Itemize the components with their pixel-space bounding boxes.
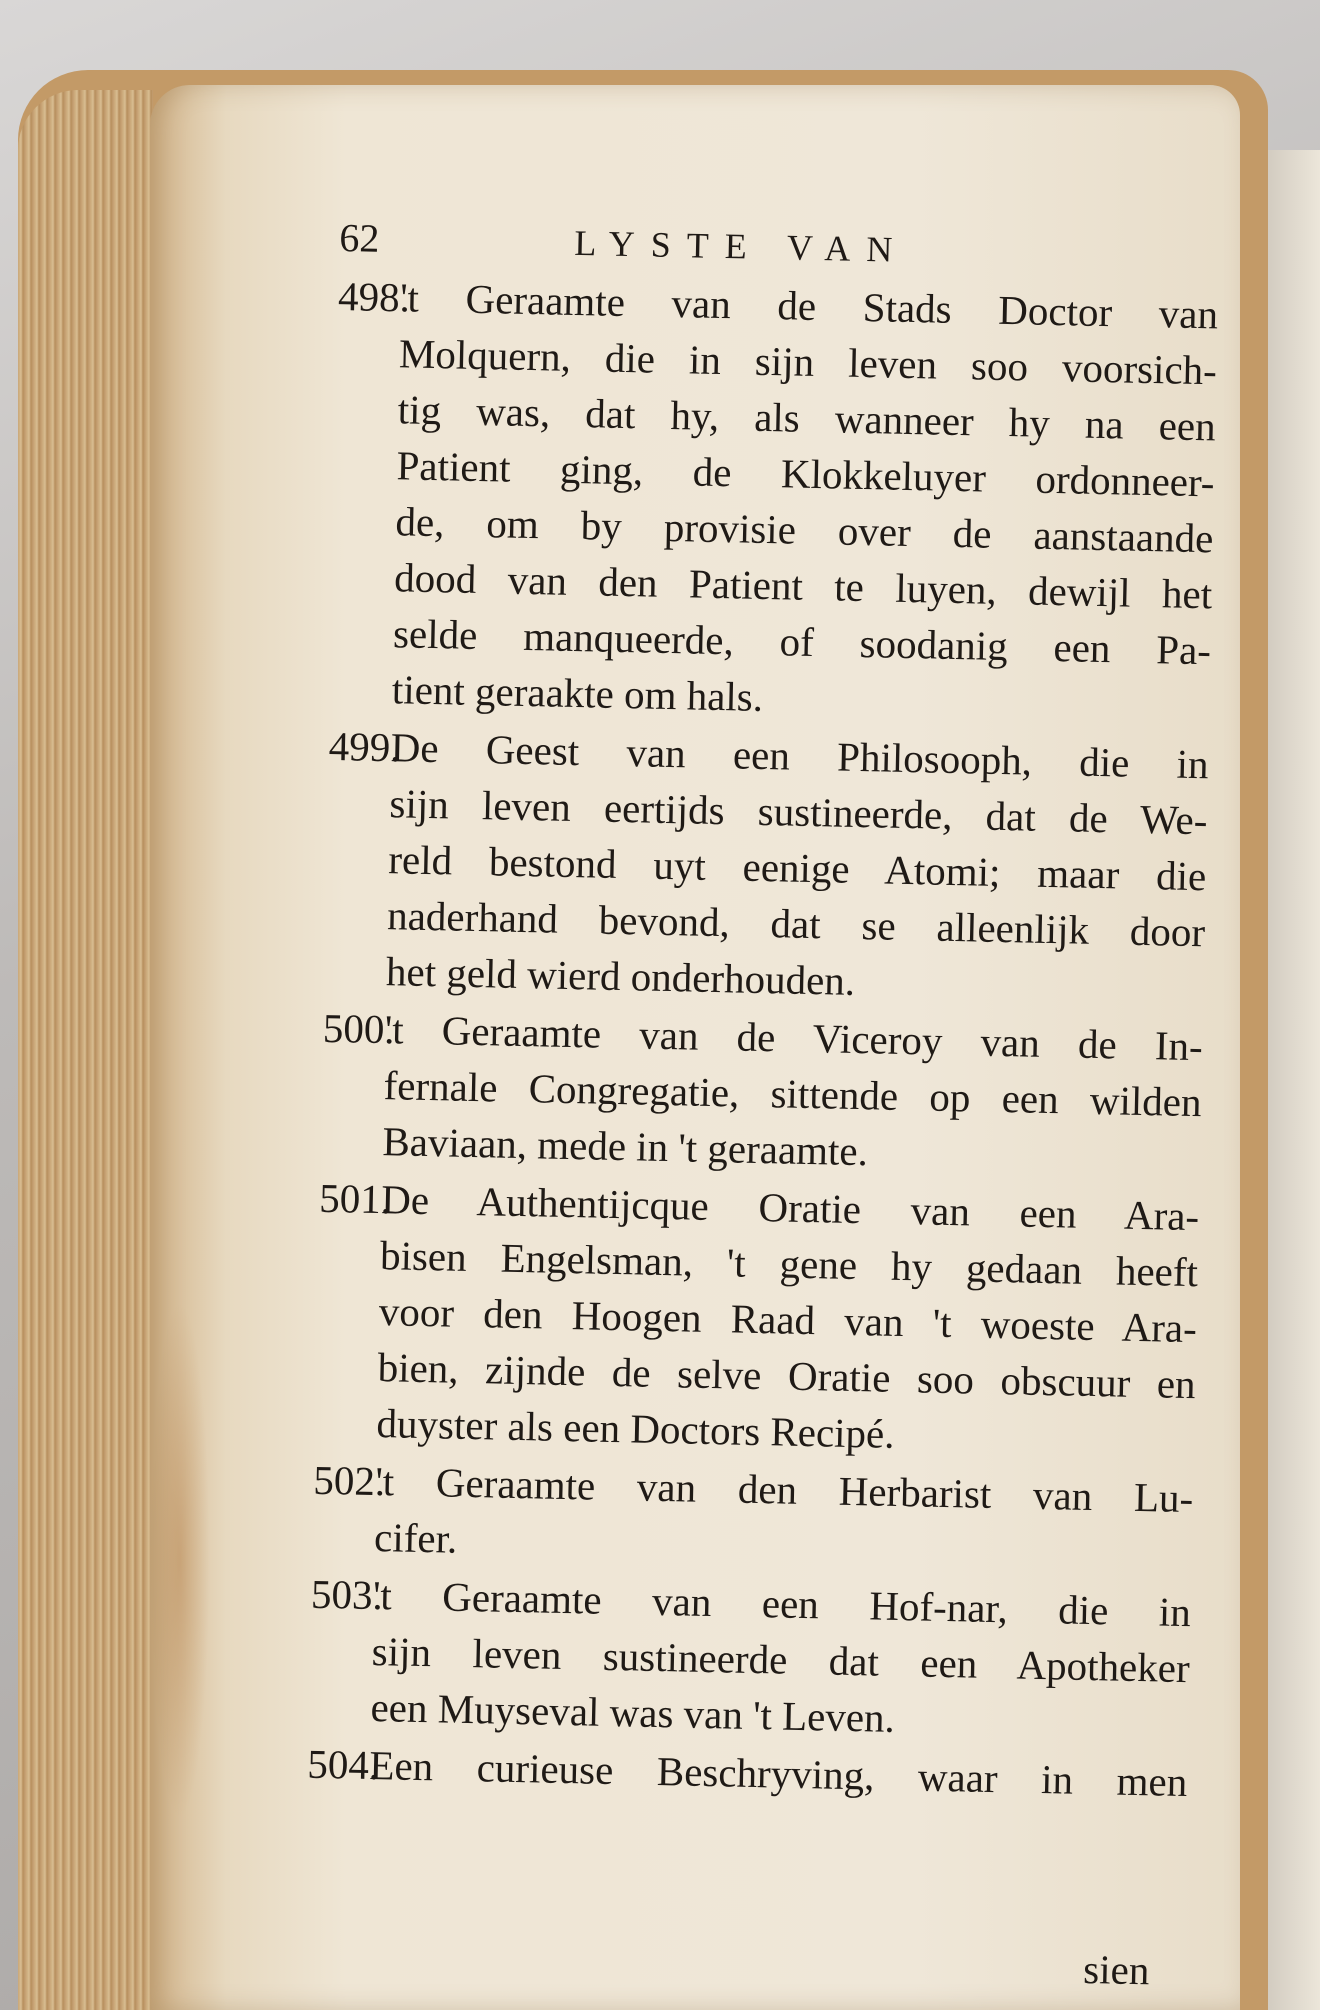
entry-number: 498. <box>337 272 411 321</box>
entry-line: sijn leven eertijds sustineerde, dat de We- <box>389 780 1208 844</box>
entry-line: 't Geraamte van den Herbarist van Lu- <box>374 1458 1194 1522</box>
entry-line: dood van den Patient te luyen, dewijl het <box>393 554 1213 618</box>
entry-line: Een curieuse Beschryving, waar in men <box>368 1741 1188 1806</box>
entry-line: naderhand bevond, dat se alleenlijk door <box>386 892 1206 956</box>
entry-501 <box>314 1170 1200 1468</box>
entry-line: Patient ging, de Klokkeluyer ordonneer- <box>396 442 1215 506</box>
page-text-block <box>304 210 1220 1994</box>
entry-line: voor den Hoogen Raad van 't woeste Ara- <box>378 1288 1198 1352</box>
entry-line: selde manqueerde, of soodanig een Pa- <box>392 610 1212 674</box>
entry-line: reld bestond uyt eenige Atomi; maar die <box>387 836 1207 900</box>
running-head: LYSTE VAN <box>573 222 909 270</box>
entry-line: de, om by provisie over de aanstaande <box>395 498 1214 562</box>
entry-line: Baviaan, mede in 't geraamte. <box>382 1118 869 1175</box>
entry-line: cifer. <box>373 1514 458 1562</box>
entry-number: 501. <box>318 1174 392 1223</box>
entry-number: 503. <box>310 1570 384 1619</box>
entry-number: 499. <box>328 722 401 771</box>
page-number: 62 <box>338 214 380 261</box>
entry-499 <box>323 718 1209 1016</box>
entry-line: bisen Engelsman, 't gene hy gedaan heeft <box>379 1232 1199 1296</box>
entry-line: De Authentijcque Oratie van een Ara- <box>380 1176 1200 1240</box>
entry-line: sijn leven sustineerde dat een Apotheker <box>371 1627 1191 1692</box>
entry-500 <box>320 1000 1203 1186</box>
entry-line: 't Geraamte van de Viceroy van de In- <box>384 1006 1204 1070</box>
catalogue-entries <box>307 268 1219 1812</box>
foxing-stain <box>150 1300 210 1820</box>
page-fore-edge <box>18 90 153 2010</box>
entry-number: 500. <box>322 1004 396 1053</box>
entry-line: bien, zijnde de selve Oratie soo obscuur en <box>377 1344 1197 1408</box>
entry-line: tient geraakte om hals. <box>391 666 764 720</box>
entry-line: tig was, dat hy, als wanneer hy na een <box>397 386 1217 450</box>
entry-line: De Geest van een Philosooph, die in <box>390 724 1210 788</box>
entry-line: fernale Congregatie, sittende op een wilden <box>383 1062 1202 1126</box>
catchword: sien <box>1082 1945 1150 1994</box>
entry-line: 't Geraamte van een Hof-nar, die in <box>372 1572 1192 1636</box>
entry-line: duyster als een Doctors Recipé. <box>376 1400 896 1457</box>
entry-number: 504. <box>306 1740 380 1789</box>
entry-number: 502. <box>312 1456 386 1505</box>
entry-503 <box>308 1566 1191 1752</box>
entry-line: Molquern, die in sijn leven soo voorsich- <box>398 330 1218 394</box>
entry-498 <box>329 268 1218 734</box>
entry-line: 't Geraamte van de Stads Doctor van <box>399 274 1219 338</box>
entry-line: het geld wierd onderhouden. <box>385 948 856 1004</box>
entry-line: een Muyseval was van 't Leven. <box>370 1683 896 1741</box>
entry-502 <box>312 1452 1194 1582</box>
